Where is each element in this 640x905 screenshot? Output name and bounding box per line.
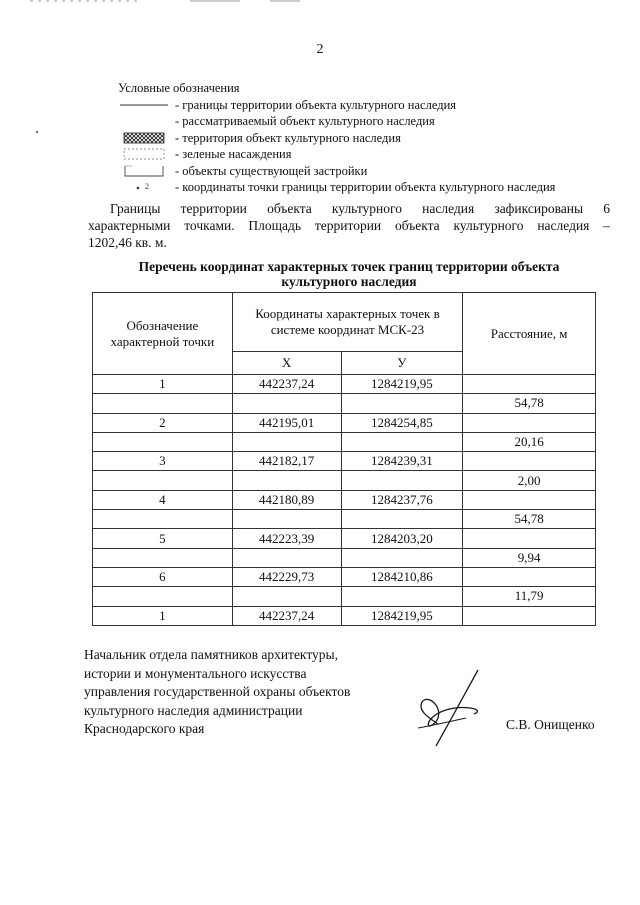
paragraph-line-3: 1202,46 кв. м. xyxy=(88,235,167,250)
distance-empty-cell xyxy=(463,413,596,432)
distance-cell: 9,94 xyxy=(463,548,596,567)
point-cell: 3 xyxy=(93,452,233,471)
y-cell: 1284219,95 xyxy=(341,606,463,625)
legend-item-text: - координаты точки границы территории объекта культурного наследия xyxy=(175,180,556,195)
empty-cell xyxy=(93,548,233,567)
legend-item-text: - рассматриваемый объект культурного наследия xyxy=(175,114,435,129)
point-marker-icon xyxy=(118,181,170,194)
table-header-row xyxy=(93,293,596,352)
table-distance-row xyxy=(93,432,596,451)
legend xyxy=(118,81,556,198)
empty-cell xyxy=(93,432,233,451)
paragraph-line-1 xyxy=(88,200,610,217)
empty-cell xyxy=(93,471,233,490)
word: объекта xyxy=(267,201,312,216)
paragraph-line-2 xyxy=(88,217,610,234)
y-cell: 1284219,95 xyxy=(341,375,463,394)
legend-title: Условные обозначения xyxy=(118,81,240,95)
legend-item-text: - объекты существующей застройки xyxy=(175,163,368,178)
distance-empty-cell xyxy=(463,529,596,548)
empty-cell xyxy=(232,587,341,606)
top-scan-marks xyxy=(0,0,640,6)
x-cell: 442195,01 xyxy=(232,413,341,432)
empty-cell xyxy=(93,394,233,413)
word: зафиксированы xyxy=(494,201,584,216)
table-row xyxy=(93,452,596,471)
point-cell: 1 xyxy=(93,375,233,394)
footer-line: Начальник отдела памятников архитектуры, xyxy=(84,647,338,662)
word: 6 xyxy=(603,201,610,216)
table-row xyxy=(93,567,596,586)
table-distance-row xyxy=(93,471,596,490)
word: территории xyxy=(180,201,247,216)
empty-cell xyxy=(232,432,341,451)
y-cell: 1284210,86 xyxy=(341,567,463,586)
distance-empty-cell xyxy=(463,452,596,471)
distance-empty-cell xyxy=(463,375,596,394)
empty-cell xyxy=(341,510,463,529)
distance-cell: 11,79 xyxy=(463,587,596,606)
empty-cell xyxy=(232,394,341,413)
table-distance-row xyxy=(93,510,596,529)
header-x: X xyxy=(232,352,341,375)
scan-speck xyxy=(36,131,38,133)
footer-line: Краснодарского края xyxy=(84,721,205,736)
empty-cell xyxy=(93,587,233,606)
empty-cell xyxy=(232,471,341,490)
point-cell: 5 xyxy=(93,529,233,548)
word: культурного xyxy=(453,218,524,233)
empty-cell xyxy=(93,510,233,529)
word: наследия xyxy=(422,201,475,216)
y-cell: 1284254,85 xyxy=(341,413,463,432)
table-row xyxy=(93,606,596,625)
empty-cell xyxy=(232,548,341,567)
point-cell: 1 xyxy=(93,606,233,625)
table-title xyxy=(88,259,610,289)
area-paragraph xyxy=(88,200,610,251)
point-cell: 6 xyxy=(93,567,233,586)
table-title-line-2: культурного наследия xyxy=(281,274,417,289)
table-distance-row xyxy=(93,587,596,606)
legend-item-coordinate-point xyxy=(118,180,556,198)
word: культурного xyxy=(331,201,402,216)
y-cell: 1284237,76 xyxy=(341,490,463,509)
footer-line: культурного наследия администрации xyxy=(84,702,303,718)
x-cell: 442182,17 xyxy=(232,452,341,471)
distance-cell: 2,00 xyxy=(463,471,596,490)
table-distance-row xyxy=(93,548,596,567)
x-cell: 442180,89 xyxy=(232,490,341,509)
word: точками. xyxy=(184,218,235,233)
header-point: Обозначение характерной точки xyxy=(93,293,233,375)
word: наследия xyxy=(537,218,590,233)
word: характерными xyxy=(88,218,171,233)
footer-line: управления государственной охраны объектов xyxy=(84,684,351,699)
empty-cell xyxy=(341,394,463,413)
handwritten-signature xyxy=(408,666,500,752)
table-row xyxy=(93,529,596,548)
word: территории xyxy=(314,218,382,233)
legend-item-boundary xyxy=(118,97,457,116)
coordinates-table xyxy=(92,292,596,626)
empty-cell xyxy=(341,587,463,606)
table-body xyxy=(93,375,596,626)
signature-block xyxy=(84,646,350,739)
header-distance: Расстояние, м xyxy=(463,293,596,375)
distance-empty-cell xyxy=(463,490,596,509)
empty-cell xyxy=(341,548,463,567)
legend-item-text: - территория объект культурного наследия xyxy=(175,130,401,145)
word: Границы xyxy=(110,201,161,216)
bracket-box-icon xyxy=(118,165,170,178)
table-title-line-1: Перечень координат характерных точек границ территории объекта xyxy=(138,259,560,274)
legend-item-text: - границы территории объекта культурного наследия xyxy=(175,97,457,112)
distance-cell: 54,78 xyxy=(463,510,596,529)
header-coords: Координаты характерных точек в системе координат МСК-23 xyxy=(232,293,463,352)
point-cell: 4 xyxy=(93,490,233,509)
crosshatch-icon xyxy=(118,132,170,145)
table-distance-row xyxy=(93,394,596,413)
legend-item-object xyxy=(118,114,435,132)
table-row xyxy=(93,413,596,432)
legend-item-greenery xyxy=(118,147,292,165)
legend-item-buildings xyxy=(118,163,368,182)
word: Площадь xyxy=(248,218,302,233)
marker-label: 2 xyxy=(145,182,149,192)
point-cell: 2 xyxy=(93,413,233,432)
distance-cell: 54,78 xyxy=(463,394,596,413)
blank-icon xyxy=(118,115,170,128)
x-cell: 442223,39 xyxy=(232,529,341,548)
page-number: 2 xyxy=(316,42,324,57)
solid-line-icon xyxy=(118,99,170,112)
header-y: У xyxy=(341,352,463,375)
x-cell: 442229,73 xyxy=(232,567,341,586)
footer-line: истории и монументального искусства xyxy=(84,665,307,681)
dashed-box-icon xyxy=(118,148,170,161)
x-cell: 442237,24 xyxy=(232,375,341,394)
distance-empty-cell xyxy=(463,567,596,586)
empty-cell xyxy=(232,510,341,529)
table-row xyxy=(93,375,596,394)
empty-cell xyxy=(341,471,463,490)
signer-name: С.В. Онищенко xyxy=(506,717,595,732)
word: – xyxy=(603,218,610,233)
distance-empty-cell xyxy=(463,606,596,625)
legend-item-text: - зеленые насаждения xyxy=(175,147,292,162)
distance-cell: 20,16 xyxy=(463,432,596,451)
word: объекта xyxy=(394,218,440,233)
empty-cell xyxy=(341,432,463,451)
legend-item-territory xyxy=(118,130,401,149)
y-cell: 1284203,20 xyxy=(341,529,463,548)
x-cell: 442237,24 xyxy=(232,606,341,625)
table-row xyxy=(93,490,596,509)
y-cell: 1284239,31 xyxy=(341,452,463,471)
